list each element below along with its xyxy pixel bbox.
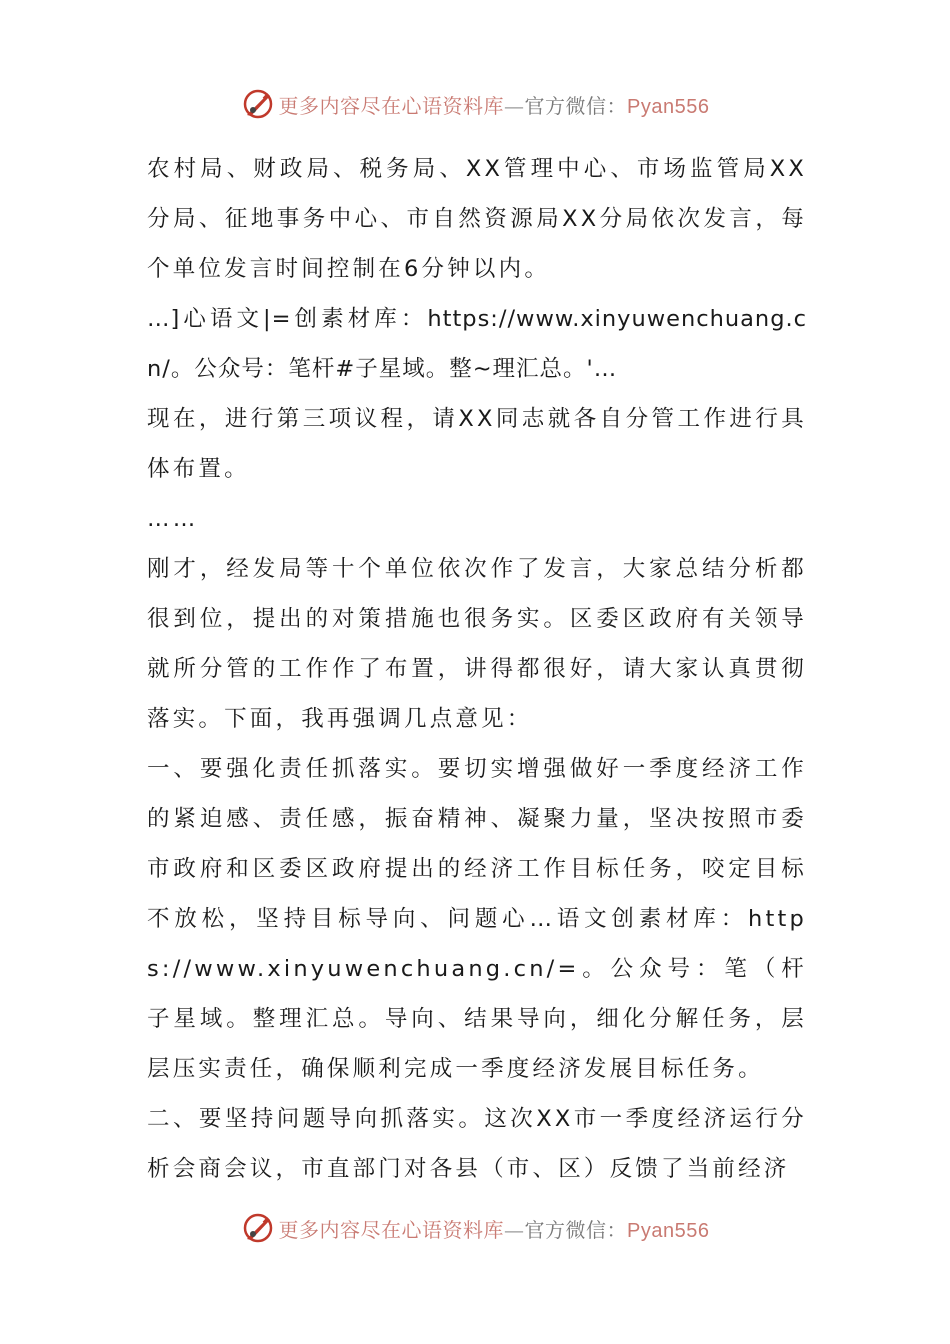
paragraph-4: …… (147, 506, 199, 532)
banner-title: 更多内容尽在心语资料库 (278, 93, 505, 118)
banner-dash: — (504, 93, 525, 118)
banner-wechat-id: Pyan556 (627, 95, 710, 118)
paragraph-2: …]心语文|=创素材库：https://www.xinyuwenchuang.cn/。公众号：笔杆#子星域。整~理汇总。'… (147, 306, 807, 382)
banner-wechat-id: Pyan556 (627, 1219, 710, 1242)
banner-wechat-label: 官方微信： (524, 93, 628, 118)
paragraph-1: 农村局、财政局、税务局、XX管理中心、市场监管局XX分局、征地事务中心、市自然资源局XX分局依次发言，每个单位发言时间控制在6分钟以内。 (147, 156, 807, 282)
banner-text (279, 90, 710, 119)
quill-logo-icon (241, 87, 275, 121)
paragraph-6: 一、要强化责任抓落实。要切实增强做好一季度经济工作的紧迫感、责任感，振奋精神、凝聚力量，坚决按照市委市政府和区委区政府提出的经济工作目标任务，咬定目标不放松，坚持目标导向、问题心…语文创素材库：https://www.xinyuwenchuang.cn/=。公众号：笔（杆子星域。整理汇总。导向、结果导向，细化分解任务，层层压实责任，确保顺利完成一季度经济发展目标任务。 (147, 756, 807, 1082)
paragraph-5: 刚才，经发局等十个单位依次作了发言，大家总结分析都很到位，提出的对策措施也很务实。区委区政府有关领导就所分管的工作作了布置，讲得都很好，请大家认真贯彻落实。下面，我再强调几点意见： (147, 556, 807, 732)
quill-logo-icon (241, 1211, 275, 1245)
paragraph-7: 二、要坚持问题导向抓落实。这次XX市一季度经济运行分析会商会议，市直部门对各县（市、区）反馈了当前经济 (147, 1106, 807, 1182)
banner-wechat-label: 官方微信： (524, 1217, 628, 1242)
document-body (147, 144, 807, 1194)
footer-banner (0, 1208, 950, 1248)
paragraph-3: 现在，进行第三项议程，请XX同志就各自分管工作进行具体布置。 (147, 406, 807, 482)
banner-text (279, 1214, 710, 1243)
banner-dash: — (504, 1217, 525, 1242)
header-banner (0, 84, 950, 124)
banner-title: 更多内容尽在心语资料库 (278, 1217, 505, 1242)
